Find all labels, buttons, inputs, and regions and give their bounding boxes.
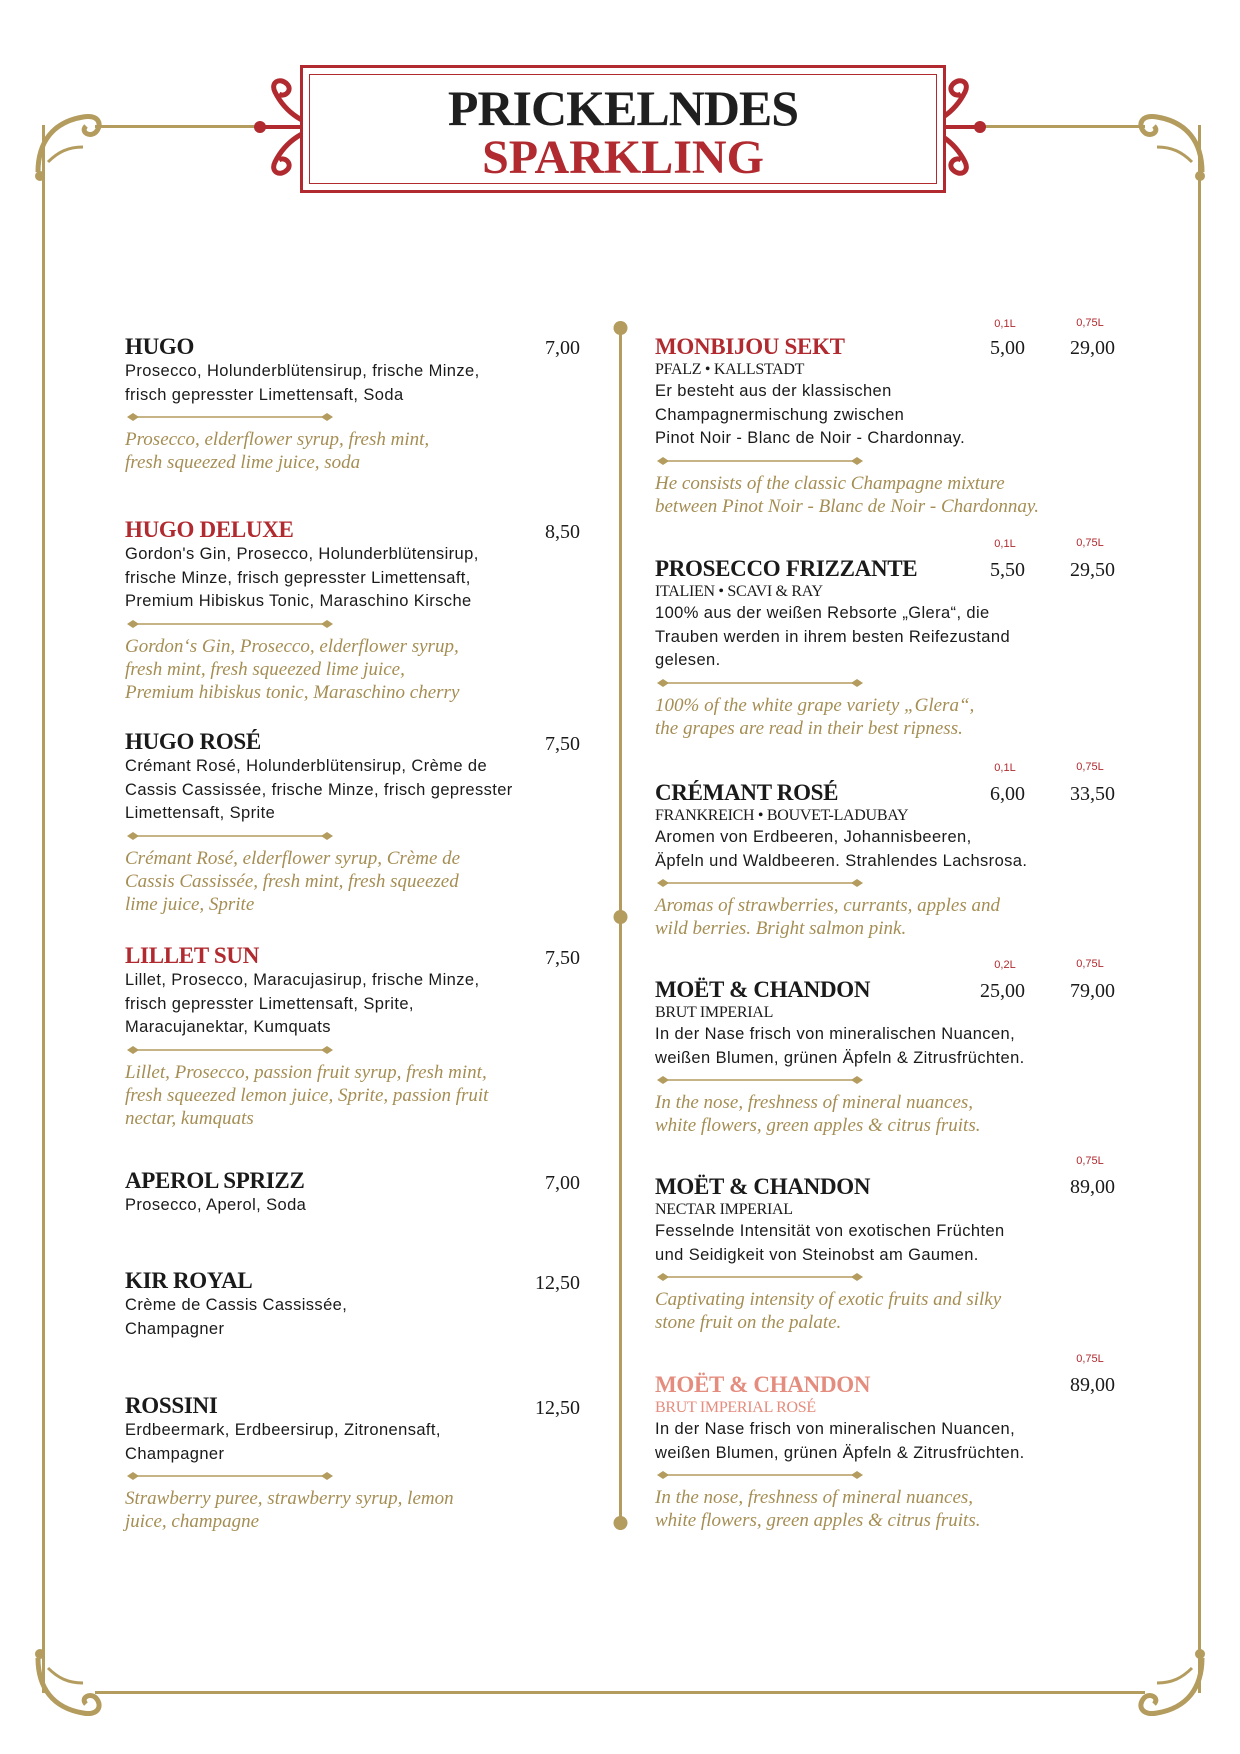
price-hugo-deluxe: 8,50: [545, 521, 580, 543]
price-bottle: 89,00: [1070, 1374, 1115, 1396]
price-aperol-sprizz: 7,00: [545, 1172, 580, 1194]
corner-ornament-top-left-icon: [28, 102, 108, 182]
menu-item-moet-brut-imperial: [655, 977, 1125, 1137]
volume-label: 0,75L: [1076, 958, 1104, 970]
item-name: CRÉMANT ROSÉ: [655, 780, 839, 805]
volume-label: 0,75L: [1076, 1353, 1104, 1365]
bottom-rule: [95, 1691, 1145, 1694]
column-separator: [619, 325, 622, 1530]
item-origin: NECTAR IMPERIAL: [655, 1201, 793, 1218]
item-description-en: In the nose, freshness of mineral nuances, white flowers, green apples & citrus fruits.: [655, 1487, 981, 1531]
item-description-en: Gordon‘s Gin, Prosecco, elderflower syrup, fresh mint, fresh squeezed lime juice, Premium hibiskus tonic, Maraschino cherry: [125, 635, 460, 703]
item-description-en: Aromas of strawberries, currants, apples and wild berries. Bright salmon pink.: [655, 895, 1001, 939]
item-description-en: Lillet, Prosecco, passion fruit syrup, fresh mint, fresh squeezed lemon juice, Sprite, passion fruit nectar, kumquats: [125, 1061, 489, 1129]
menu-item-moet-nectar-imperial: [655, 1174, 1125, 1334]
item-name: HUGO DELUXE: [125, 517, 294, 542]
divider-ornament-icon: [655, 1075, 865, 1085]
item-origin: BRUT IMPERIAL ROSÉ: [655, 1399, 816, 1416]
item-description-de: Fesselnde Intensität von exotischen Früchten und Seidigkeit von Steinobst am Gaumen.: [655, 1222, 1005, 1264]
price-rossini: 12,50: [535, 1397, 580, 1419]
item-origin: BRUT IMPERIAL: [655, 1004, 774, 1021]
volume-label: 0,1L: [994, 762, 1016, 774]
divider-ornament-icon: [125, 831, 335, 841]
page-title-en: SPARKLING: [482, 131, 764, 184]
price-small: 5,50: [990, 559, 1025, 581]
item-description-en: Captivating intensity of exotic fruits and silky stone fruit on the palate.: [655, 1289, 1002, 1333]
divider-ornament-icon: [655, 1470, 865, 1480]
item-description-de: Erdbeermark, Erdbeersirup, Zitronensaft, Champagner: [125, 1421, 441, 1463]
menu-item-lillet-sun: [125, 943, 595, 1130]
volume-label: 0,1L: [994, 538, 1016, 550]
divider-ornament-icon: [125, 412, 335, 422]
price-bottle: 33,50: [1070, 783, 1115, 805]
item-description-de: Crème de Cassis Cassissée, Champagner: [125, 1296, 348, 1338]
item-name: KIR ROYAL: [125, 1268, 253, 1293]
item-description-en: 100% of the white grape variety „Glera“, the grapes are read in their best ripness.: [655, 694, 975, 739]
price-small: 6,00: [990, 783, 1025, 805]
item-name: APEROL SPRIZZ: [125, 1168, 305, 1193]
price-small: 5,00: [990, 337, 1025, 359]
price-bottle: 89,00: [1070, 1176, 1115, 1198]
divider-ornament-icon: [655, 878, 865, 888]
menu-item-moet-brut-imperial-rose: [655, 1372, 1125, 1532]
volume-label: 0,75L: [1076, 1155, 1104, 1167]
item-name: HUGO ROSÉ: [125, 729, 261, 754]
price-small: 25,00: [980, 980, 1025, 1002]
separator-knob-middle-icon: [612, 907, 629, 927]
price-bottle: 29,00: [1070, 337, 1115, 359]
item-description-de: Aromen von Erdbeeren, Johannisbeeren, Äpfeln und Waldbeeren. Strahlendes Lachsrosa.: [655, 828, 1028, 870]
item-description-en: In the nose, freshness of mineral nuances, white flowers, green apples & citrus fruits.: [655, 1092, 981, 1136]
item-name: MOËT & CHANDON: [655, 1372, 871, 1397]
divider-ornament-icon: [125, 619, 335, 629]
item-name: ROSSINI: [125, 1393, 218, 1418]
item-name: MOËT & CHANDON: [655, 1174, 871, 1199]
title-box: [300, 65, 946, 193]
item-name: HUGO: [125, 334, 195, 359]
item-description-de: Prosecco, Aperol, Soda: [125, 1196, 307, 1214]
price-kir-royal: 12,50: [535, 1272, 580, 1294]
volume-label: 0,75L: [1076, 761, 1104, 773]
item-name: MOËT & CHANDON: [655, 977, 871, 1002]
corner-ornament-bottom-right-icon: [1132, 1648, 1212, 1728]
volume-label: 0,2L: [994, 959, 1016, 971]
item-description-de: In der Nase frisch von mineralischen Nuancen, weißen Blumen, grünen Äpfeln & Zitrusfrüchten.: [655, 1420, 1025, 1462]
item-description-de: Gordon's Gin, Prosecco, Holunderblütensirup, frische Minze, frisch gepresster Limettensaft, Premium Hibiskus Tonic, Maraschino Kirsche: [125, 545, 479, 610]
divider-ornament-icon: [655, 456, 865, 466]
item-description-de: Crémant Rosé, Holunderblütensirup, Crème de Cassis Cassissée, frische Minze, frisch gepresster Limettensaft, Sprite: [125, 757, 513, 822]
item-description-de: Prosecco, Holunderblütensirup, frische Minze, frisch gepresster Limettensaft, Soda: [125, 362, 480, 404]
divider-ornament-icon: [125, 1045, 335, 1055]
item-origin: ITALIEN • SCAVI & RAY: [655, 583, 823, 600]
item-origin: PFALZ • KALLSTADT: [655, 361, 805, 378]
price-bottle: 29,50: [1070, 559, 1115, 581]
menu-item-hugo-rose: [125, 729, 595, 916]
corner-ornament-top-right-icon: [1132, 102, 1212, 182]
volume-label: 0,1L: [994, 318, 1016, 330]
item-description-en: Crémant Rosé, elderflower syrup, Crème de Cassis Cassissée, fresh mint, fresh squeezed lime juice, Sprite: [125, 847, 461, 915]
item-name: LILLET SUN: [125, 943, 260, 968]
divider-ornament-icon: [655, 678, 865, 688]
item-description-de: 100% aus der weißen Rebsorte „Glera“, die Trauben werden in ihrem besten Reifezustand gelesen.: [655, 604, 1011, 669]
price-lillet-sun: 7,50: [545, 947, 580, 969]
price-hugo-rose: 7,50: [545, 733, 580, 755]
item-description-de: In der Nase frisch von mineralischen Nuancen, weißen Blumen, grünen Äpfeln & Zitrusfrüchten.: [655, 1025, 1025, 1067]
page-title-de: PRICKELNDES: [447, 80, 799, 136]
separator-knob-top-icon: [612, 318, 629, 338]
item-description-de: Er besteht aus der klassischen Champagnermischung zwischen Pinot Noir - Blanc de Noir - Chardonnay.: [655, 382, 966, 447]
menu-item-prosecco-frizzante: [655, 556, 1125, 740]
menu-item-hugo-deluxe: [125, 517, 585, 704]
volume-label: 0,75L: [1076, 317, 1104, 329]
item-name: MONBIJOU SEKT: [655, 334, 845, 359]
divider-ornament-icon: [125, 1471, 335, 1481]
item-name: PROSECCO FRIZZANTE: [655, 556, 918, 581]
corner-ornament-bottom-left-icon: [28, 1648, 108, 1728]
item-description-en: Prosecco, elderflower syrup, fresh mint, fresh squeezed lime juice, soda: [125, 429, 430, 473]
item-description-de: Lillet, Prosecco, Maracujasirup, frische Minze, frisch gepresster Limettensaft, Sprite, Maracujanektar, Kumquats: [125, 971, 480, 1036]
menu-item-monbijou-sekt: [655, 334, 1125, 518]
item-description-en: Strawberry puree, strawberry syrup, lemon juice, champagne: [125, 1488, 454, 1532]
price-hugo: 7,00: [545, 337, 580, 359]
price-bottle: 79,00: [1070, 980, 1115, 1002]
menu-item-cremant-rose: [655, 780, 1125, 940]
item-origin: FRANKREICH • BOUVET-LADUBAY: [655, 807, 909, 824]
volume-label: 0,75L: [1076, 537, 1104, 549]
item-description-en: He consists of the classic Champagne mixture between Pinot Noir - Blanc de Noir - Chardonnay.: [655, 472, 1040, 517]
separator-knob-bottom-icon: [612, 1513, 629, 1533]
divider-ornament-icon: [655, 1272, 865, 1282]
